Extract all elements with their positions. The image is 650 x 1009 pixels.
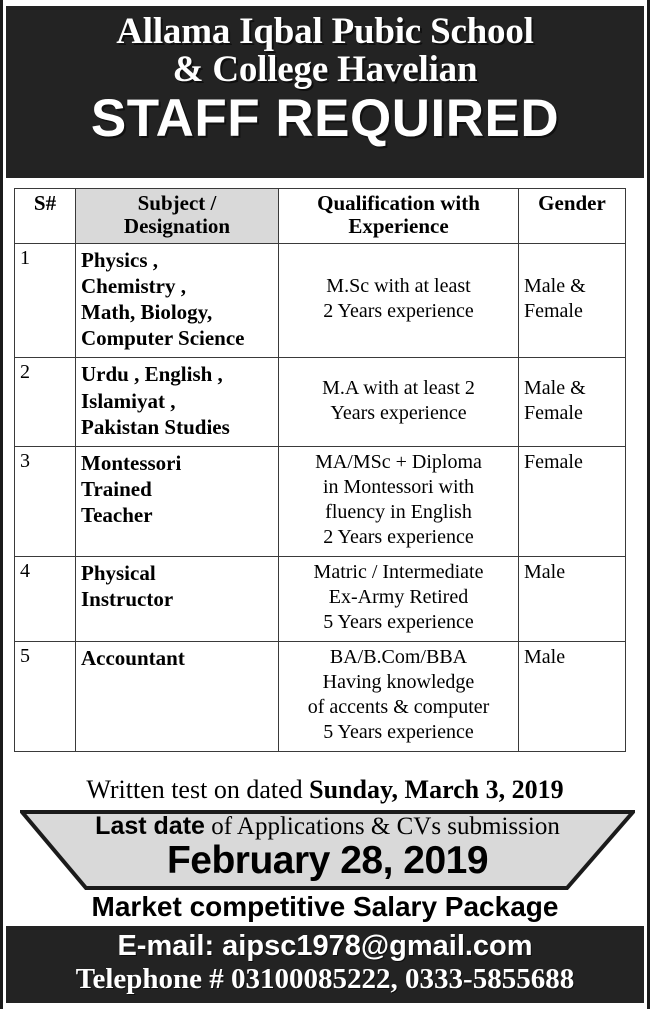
column-header-qualification-line1: Qualification with — [317, 191, 480, 215]
banner-content — [20, 810, 635, 890]
cell-subject — [76, 446, 279, 556]
masthead-banner — [6, 6, 644, 178]
written-test-prefix: Written test on dated — [86, 775, 310, 804]
salary-package-line: Market competitive Salary Package — [91, 891, 559, 922]
cell-qualification-line: of accents & computer — [307, 695, 490, 718]
cell-gender — [519, 244, 626, 358]
cell-qualification-line: in Montessori with — [322, 475, 475, 498]
cell-subject-line: Pakistan Studies — [81, 414, 230, 439]
cell-serial: 5 — [15, 641, 76, 751]
cell-serial: 1 — [15, 244, 76, 358]
column-header-qualification-line2: Experience — [348, 213, 449, 238]
headline-staff-required: STAFF REQUIRED — [90, 89, 560, 149]
cell-qualification — [279, 641, 519, 751]
cell-qualification-line: 2 Years experience — [323, 300, 474, 323]
table-row — [15, 446, 626, 556]
email-line[interactable]: E-mail: aipsc1978@gmail.com — [117, 930, 533, 962]
cell-serial: 3 — [15, 446, 76, 556]
column-header-gender: Gender — [519, 189, 626, 244]
cell-gender-line: Male — [524, 645, 566, 668]
school-name — [6, 6, 644, 88]
cell-gender-line: Female — [524, 300, 583, 323]
cell-qualification-line: Years experience — [330, 401, 467, 424]
last-date-banner — [20, 810, 635, 890]
last-date-description: of Applications & CVs submission — [204, 813, 560, 840]
cell-subject-line: Chemistry , — [81, 274, 186, 299]
cell-subject-line: Islamiyat , — [81, 388, 176, 413]
table-header — [15, 189, 626, 244]
cell-qualification-line: 5 Years experience — [323, 610, 474, 633]
cell-qualification-line: Ex-Army Retired — [328, 585, 469, 608]
cell-gender — [519, 446, 626, 556]
table-row — [15, 244, 626, 358]
table-row — [15, 641, 626, 751]
school-name-line1: Allama Iqbal Pubic School — [116, 11, 534, 52]
cell-subject-line: Computer Science — [81, 326, 245, 351]
last-date-label: Last date — [95, 812, 205, 840]
cell-gender — [519, 556, 626, 641]
cell-subject-line: Urdu , English , — [81, 362, 223, 387]
cell-qualification-line: Having knowledge — [322, 670, 475, 693]
cell-gender-line: Male & — [524, 275, 586, 298]
written-test-date: Sunday, March 3, 2019 — [309, 775, 564, 804]
cell-qualification-line: MA/MSc + Diploma — [315, 450, 482, 473]
cell-gender — [519, 358, 626, 446]
contact-band — [6, 926, 644, 1003]
school-name-line2: & College Havelian — [172, 48, 478, 90]
cell-subject-line: Montessori — [81, 450, 182, 475]
cell-qualification — [279, 244, 519, 358]
table-body — [15, 244, 626, 751]
cell-qualification-line: fluency in English — [325, 500, 472, 523]
cell-qualification-line: BA/B.Com/BBA — [329, 645, 468, 668]
cell-qualification — [279, 556, 519, 641]
column-header-qualification — [279, 189, 519, 244]
cell-gender — [519, 641, 626, 751]
cell-subject-line: Trained — [81, 476, 152, 501]
written-test-line — [0, 776, 650, 805]
cell-subject — [76, 641, 279, 751]
cell-subject — [76, 556, 279, 641]
last-date-text — [20, 810, 635, 840]
cell-qualification — [279, 358, 519, 446]
cell-subject-line: Instructor — [81, 586, 174, 611]
column-header-subject-line2: Designation — [123, 213, 231, 238]
cell-qualification-line: M.Sc with at least — [326, 275, 471, 298]
cell-subject-line: Teacher — [81, 502, 153, 527]
table-row — [15, 358, 626, 446]
cell-qualification-line: 5 Years experience — [323, 720, 474, 743]
cell-qualification-line: 2 Years experience — [323, 525, 474, 548]
cell-gender-line: Male & — [524, 376, 586, 399]
cell-gender-line: Female — [524, 450, 583, 473]
telephone-line[interactable]: Telephone # 03100085222, 0333-5855688 — [75, 963, 575, 996]
cell-serial: 4 — [15, 556, 76, 641]
cell-subject-line: Math, Biology, — [81, 300, 213, 325]
column-header-serial: S# — [15, 189, 76, 244]
cell-qualification-line: Matric / Intermediate — [313, 560, 484, 583]
cell-subject — [76, 358, 279, 446]
table-header-row — [15, 189, 626, 244]
cell-qualification — [279, 446, 519, 556]
page-border-left — [0, 0, 3, 1009]
cell-qualification-line: M.A with at least 2 — [322, 376, 475, 399]
jobs-table-wrapper — [14, 188, 625, 752]
cell-subject — [76, 244, 279, 358]
cell-gender-line: Male — [524, 560, 566, 583]
cell-subject-line: Physics , — [81, 248, 159, 273]
jobs-table — [14, 188, 626, 752]
deadline-date: February 28, 2019 — [166, 839, 489, 882]
column-header-subject — [76, 189, 279, 244]
cell-subject-line: Accountant — [81, 645, 185, 670]
cell-subject-line: Physical — [81, 560, 156, 585]
column-header-subject-line1: Subject / — [137, 191, 217, 215]
cell-gender-line: Female — [524, 401, 583, 424]
cell-serial: 2 — [15, 358, 76, 446]
table-row — [15, 556, 626, 641]
